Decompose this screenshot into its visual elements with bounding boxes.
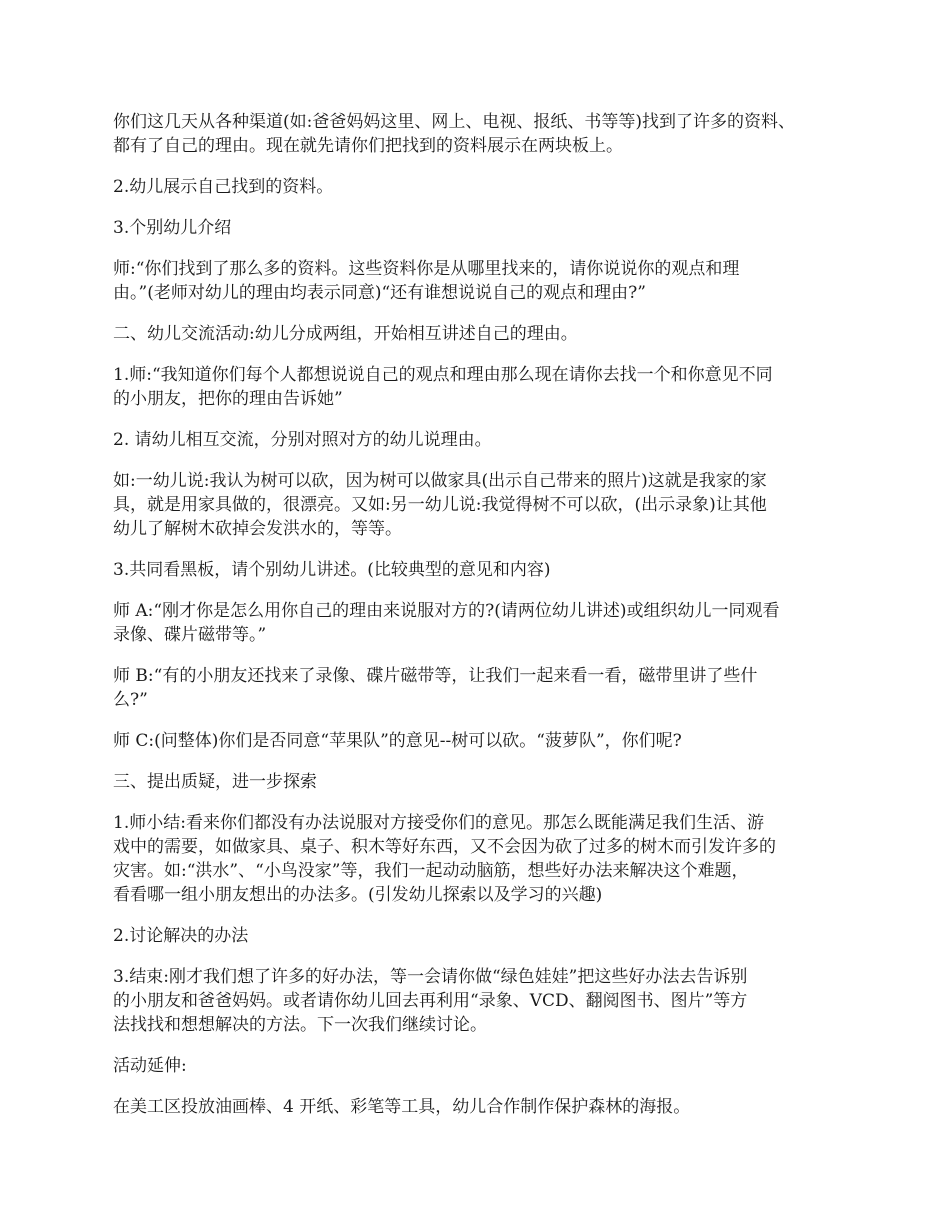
- text-line: 活动延伸:: [113, 1056, 187, 1076]
- paragraph: [113, 257, 848, 305]
- text-line: 幼儿了解树木砍掉会发洪水的，等等。: [113, 519, 402, 539]
- paragraph: [113, 428, 848, 452]
- paragraph: [113, 729, 848, 753]
- paragraph: [113, 811, 848, 907]
- text-line: 师 B:“有的小朋友还找来了录像、碟片磁带等，让我们一起来看一看，磁带里讲了些什: [113, 666, 758, 686]
- paragraph: [113, 1095, 848, 1119]
- text-line: 的小朋友和爸爸妈妈。或者请你幼儿回去再利用“录象、VCD、翻阅图书、图片”等方: [113, 991, 748, 1011]
- text-line: 在美工区投放油画棒、4 开纸、彩笔等工具，幼儿合作制作保护森林的海报。: [113, 1097, 691, 1117]
- text-line: 你们这几天从各种渠道(如:爸爸妈妈这里、网上、电视、报纸、书等等)找到了许多的资料、: [113, 112, 795, 132]
- paragraph: [113, 469, 848, 541]
- paragraph: [113, 924, 848, 948]
- paragraph: [113, 664, 848, 712]
- text-line: 3.结束:刚才我们想了许多的好办法，等一会请你做“绿色娃娃”把这些好办法去告诉别: [113, 967, 748, 987]
- paragraph: [113, 599, 848, 647]
- paragraph: [113, 322, 848, 346]
- text-line: 法找找和想想解决的方法。下一次我们继续讨论。: [113, 1015, 487, 1035]
- paragraph: [113, 110, 848, 158]
- paragraph: [113, 175, 848, 199]
- paragraph: [113, 1054, 848, 1078]
- text-line: 师:“你们找到了那么多的资料。这些资料你是从哪里找来的，请你说说你的观点和理: [113, 259, 740, 279]
- text-line: 么?”: [113, 690, 148, 710]
- text-line: 由。”(老师对幼儿的理由均表示同意)“还有谁想说说自己的观点和理由?”: [113, 283, 646, 303]
- text-line: 1.师小结:看来你们都没有办法说服对方接受你们的意见。那怎么既能满足我们生活、游: [113, 813, 764, 833]
- text-line: 师 A:“刚才你是怎么用你自己的理由来说服对方的?(请两位幼儿讲述)或组织幼儿一同观看: [113, 601, 780, 621]
- text-line: 戏中的需要，如做家具、桌子、积木等好东西，又不会因为砍了过多的树木而引发许多的: [113, 837, 776, 857]
- text-line: 灾害。如:“洪水”、“小鸟没家”等，我们一起动动脑筋，想些好办法来解决这个难题，: [113, 861, 749, 881]
- text-line: 二、幼儿交流活动:幼儿分成两组，开始相互讲述自己的理由。: [113, 324, 578, 344]
- paragraph: [113, 216, 848, 240]
- paragraph: [113, 965, 848, 1037]
- paragraph: [113, 363, 848, 411]
- text-line: 的小朋友，把你的理由告诉她”: [113, 389, 343, 409]
- text-line: 如:一幼儿说:我认为树可以砍，因为树可以做家具(出示自己带来的照片)这就是我家的家: [113, 471, 767, 491]
- text-line: 3.共同看黑板，请个别幼儿讲述。(比较典型的意见和内容): [113, 560, 551, 580]
- text-line: 2. 请幼儿相互交流，分别对照对方的幼儿说理由。: [113, 430, 492, 450]
- text-line: 都有了自己的理由。现在就先请你们把找到的资料展示在两块板上。: [113, 136, 623, 156]
- text-line: 2.幼儿展示自己找到的资料。: [113, 177, 334, 197]
- text-line: 2.讨论解决的办法: [113, 926, 249, 946]
- text-line: 师 C:(问整体)你们是否同意“苹果队”的意见--树可以砍。“菠萝队”，你们呢?: [113, 731, 682, 751]
- text-line: 看看哪一组小朋友想出的办法多。(引发幼儿探索以及学习的兴趣): [113, 885, 603, 905]
- text-line: 录像、碟片磁带等。”: [113, 625, 267, 645]
- paragraph: [113, 558, 848, 582]
- text-line: 具，就是用家具做的，很漂亮。又如:另一幼儿说:我觉得树不可以砍，(出示录象)让其他: [113, 495, 767, 515]
- text-line: 1.师:“我知道你们每个人都想说说自己的观点和理由那么现在请你去找一个和你意见不同: [113, 365, 773, 385]
- text-line: 3.个别幼儿介绍: [113, 218, 232, 238]
- paragraph: [113, 770, 848, 794]
- text-line: 三、提出质疑，进一步探索: [113, 772, 317, 792]
- document-body: [113, 110, 848, 1136]
